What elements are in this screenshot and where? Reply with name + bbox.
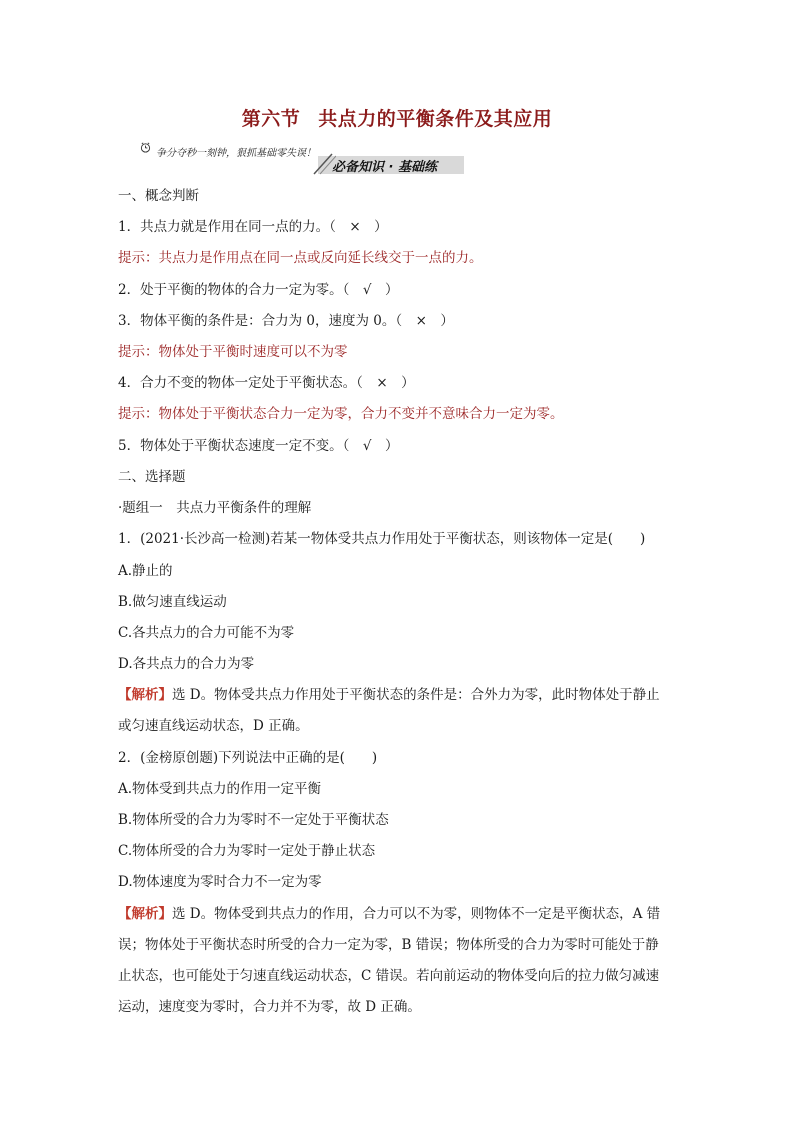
question-group-title: ·题组一 共点力平衡条件的理解 xyxy=(118,500,312,516)
concept-hint-1: 提示：共点力是作用点在同一点或反向延长线交于一点的力。 xyxy=(118,250,483,266)
title-topic: 共点力的平衡条件及其应用 xyxy=(318,108,553,130)
banner-slogan: 争分夺秒一刻钟，狠抓基础零失误！ xyxy=(156,148,316,159)
concept-question-3: 3．物体平衡的条件是：合力为 0，速度为 0。（ × ） xyxy=(118,313,454,329)
concept-hint-4: 提示：物体处于平衡状态合力一定为零，合力不变并不意味合力一定为零。 xyxy=(118,406,564,422)
concept-question-2: 2．处于平衡的物体的合力一定为零。（ √ ） xyxy=(118,282,399,298)
choice-question-1-option-b: B.做匀速直线运动 xyxy=(118,594,227,610)
section-heading-concepts: 一、概念判断 xyxy=(118,188,199,204)
choice-question-1-option-c: C.各共点力的合力可能不为零 xyxy=(118,625,295,641)
choice-question-2-analysis xyxy=(118,904,660,924)
title-section-number: 第六节 xyxy=(241,108,301,130)
banner-label: 必备知识 · 基础练 xyxy=(332,160,437,175)
concept-question-1: 1．共点力就是作用在同一点的力。（ × ） xyxy=(118,219,388,235)
concept-hint-3: 提示：物体处于平衡时速度可以不为零 xyxy=(118,344,348,360)
choice-question-2-stem: 2．(金榜原创题)下列说法中正确的是( ) xyxy=(118,750,378,766)
choice-question-2-analysis-line4: 运动，速度变为零时，合力并不为零，故 D 正确。 xyxy=(118,999,421,1015)
clock-icon xyxy=(140,142,151,153)
choice-question-2-option-a: A.物体受到共点力的作用一定平衡 xyxy=(118,781,322,797)
concept-question-5: 5．物体处于平衡状态速度一定不变。（ √ ） xyxy=(118,438,399,454)
choice-question-2-analysis-line2: 误；物体处于平衡状态时所受的合力一定为零，B 错误；物体所受的合力为零时可能处于静 xyxy=(118,937,659,953)
analysis-text: 选 D。物体受共点力作用处于平衡状态的条件是：合外力为零，此时物体处于静止 xyxy=(172,687,660,703)
section-banner xyxy=(140,138,470,178)
analysis-text: 选 D。物体受到共点力的作用，合力可以不为零，则物体不一定是平衡状态，A 错 xyxy=(172,906,661,922)
choice-question-1-option-a: A.静止的 xyxy=(118,563,173,579)
choice-question-2-option-c: C.物体所受的合力为零时一定处于静止状态 xyxy=(118,843,376,859)
analysis-label: 【解析】 xyxy=(118,906,172,922)
choice-question-1-analysis xyxy=(118,685,660,705)
choice-question-2-option-d: D.物体速度为零时合力不一定为零 xyxy=(118,874,322,890)
choice-question-1-stem: 1．(2021·长沙高一检测)若某一物体受共点力作用处于平衡状态，则该物体一定是( ) xyxy=(118,531,646,547)
choice-question-1-analysis-cont: 或匀速直线运动状态，D 正确。 xyxy=(118,718,309,734)
concept-question-4: 4．合力不变的物体一定处于平衡状态。（ × ） xyxy=(118,375,415,391)
page-title xyxy=(0,104,794,131)
choice-question-1-option-d: D.各共点力的合力为零 xyxy=(118,656,255,672)
analysis-label: 【解析】 xyxy=(118,687,172,703)
choice-question-2-option-b: B.物体所受的合力为零时不一定处于平衡状态 xyxy=(118,812,389,828)
choice-question-2-analysis-line3: 止状态，也可能处于匀速直线运动状态，C 错误。若向前运动的物体受向后的拉力做匀减速 xyxy=(118,968,660,984)
section-heading-choice: 二、选择题 xyxy=(118,469,186,485)
